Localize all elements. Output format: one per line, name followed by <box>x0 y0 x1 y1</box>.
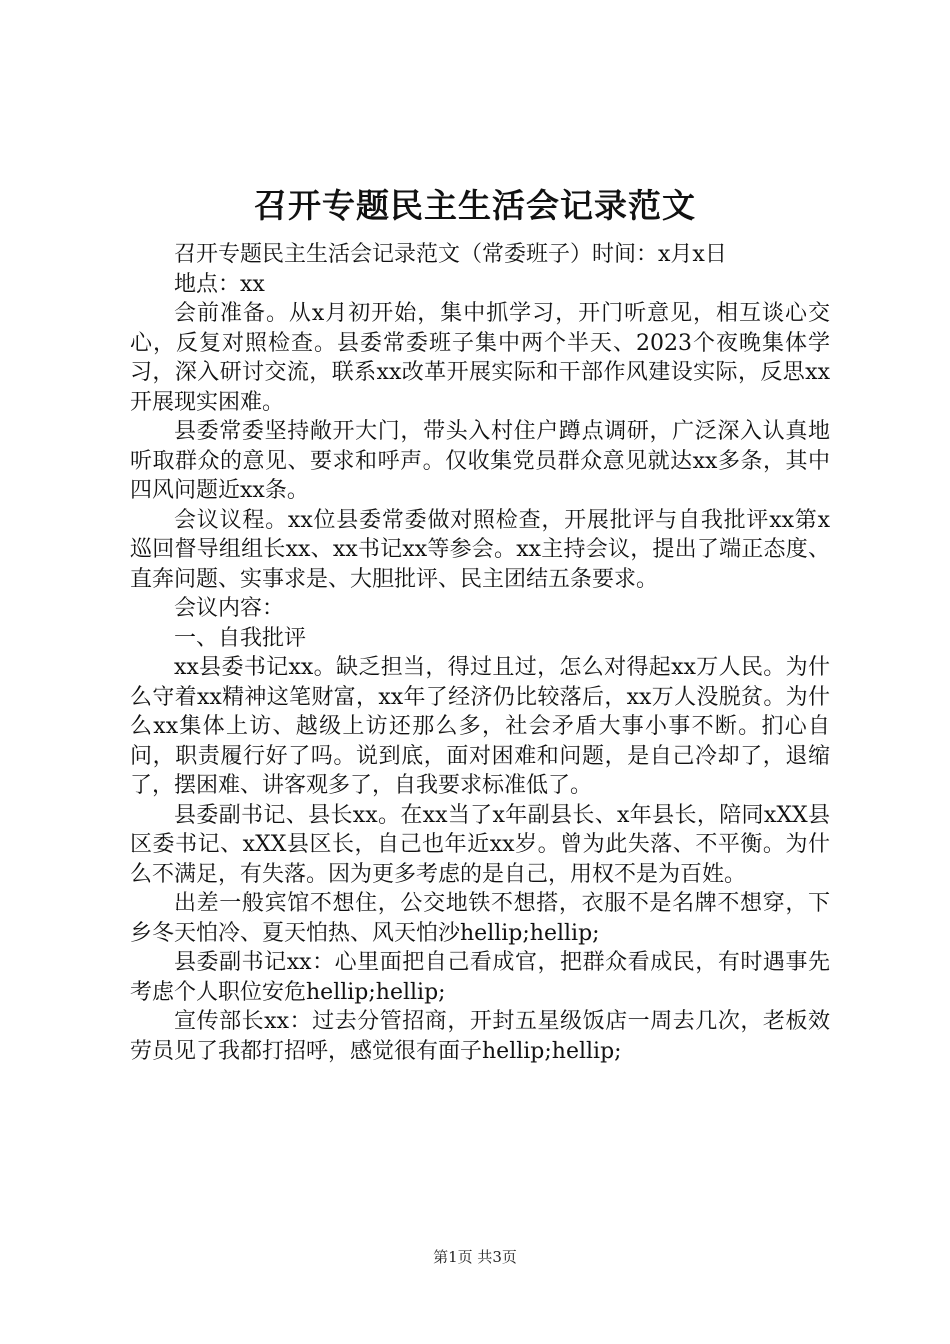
paragraph: 地点：xx <box>174 271 265 297</box>
paragraph: 会议内容： <box>174 596 285 621</box>
document-title: 召开专题民主生活会记录范文 <box>254 186 696 225</box>
paragraph: 会议议程。xx位县委常委做对照检查，开展批评与自我批评xx第x巡回督导组组长xx、xx书记xx等参会。xx主持会议，提出了端正态度、直奔问题、实事求是、大胆批评、民主团结五条要求。 <box>130 507 830 592</box>
paragraph: 县委常委坚持敞开大门，带头入村住户蹲点调研，广泛深入认真地听取群众的意见、要求和呼声。仅收集党员群众意见就达xx多条，其中四风问题近xx条。 <box>130 419 830 503</box>
paragraph: 会前准备。从x月初开始，集中抓学习，开门听意见，相互谈心交心，反复对照检查。县委常委班子集中两个半天、2023个夜晚集体学习，深入研讨交流，联系xx改革开展实际和干部作风建设实际，反思xx开展现实困难。 <box>130 301 830 415</box>
paragraph: 一、自我批评 <box>174 625 307 651</box>
paragraph: xx县委书记xx。缺乏担当，得过且过，怎么对得起xx万人民。为什么守着xx精神这笔财富，xx年了经济仍比较落后，xx万人没脱贫。为什么xx集体上访、越级上访还那么多，社会矛盾大事小事不断。扪心自问，职责履行好了吗。说到底，面对困难和问题，是自己冷却了，退缩了，摆困难、讲客观多了，自我要求标准低了。 <box>130 655 830 798</box>
document-body <box>130 240 830 1066</box>
paragraph: 县委副书记、县长xx。在xx当了x年副县长、x年县长，陪同xXX县区委书记、xXX县区长，自己也年近xx岁。曾为此失落、不平衡。为什么不满足，有失落。因为更多考虑的是自己，用权不是为百姓。 <box>130 802 830 887</box>
paragraph: 召开专题民主生活会记录范文（常委班子）时间：x月x日 <box>174 242 727 267</box>
paragraph: 县委副书记xx：心里面把自己看成官，把群众看成民，有时遇事先考虑个人职位安危hellip;hellip; <box>130 950 830 1005</box>
paragraph: 宣传部长xx：过去分管招商，开封五星级饭店一周去几次，老板效劳员见了我都打招呼，感觉很有面子hellip;hellip; <box>130 1009 830 1064</box>
page-footer: 第1页 共3页 <box>433 1248 517 1266</box>
paragraph: 出差一般宾馆不想住，公交地铁不想搭，衣服不是名牌不想穿，下乡冬天怕冷、夏天怕热、风天怕沙hellip;hellip; <box>130 891 830 946</box>
